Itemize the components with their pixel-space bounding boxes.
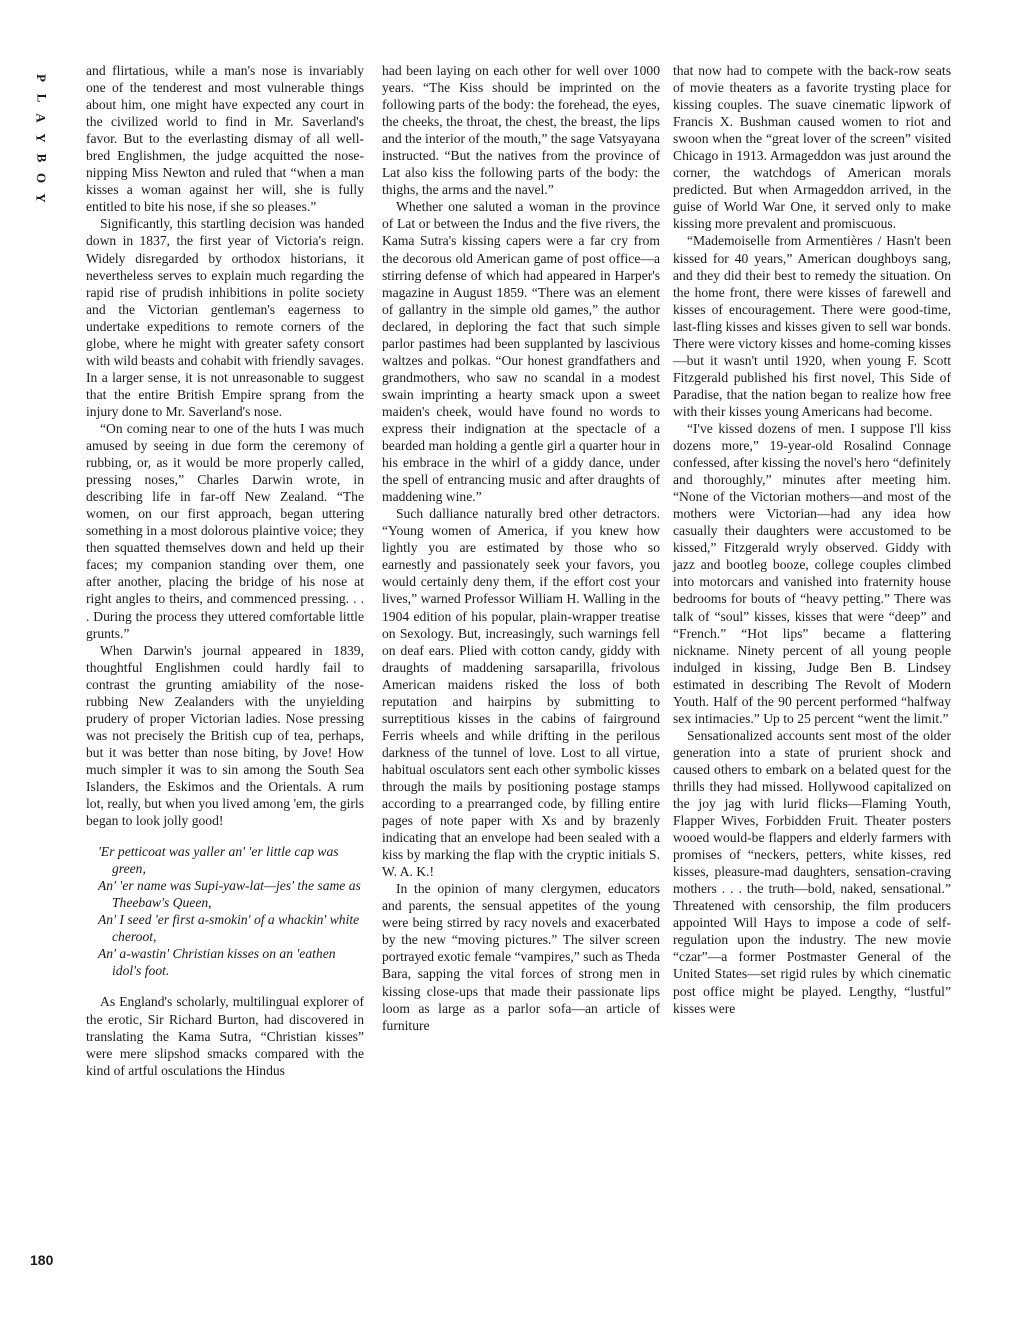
- running-head-letter: L: [33, 93, 49, 103]
- column-2: [382, 62, 660, 1034]
- column-3: [673, 62, 951, 1017]
- paragraph: Such dalliance naturally bred other detractors. “Young women of America, if you knew how lightly you are estimated by those who so earnestly and passionately seek your favors, you would certainly deny them, if the effort cost your lives,” warned Professor William H. Walling in the 1904 edition of his popular, plain-wrapper treatise on Sexology. But, increasingly, such warnings fell on deaf ears. Plied with cotton candy, giddy with draughts of maddening sarsaparilla, frivolous American maidens risked the loss of both reputation and hairpins by submitting to surreptitious kisses in the cabins of fairground Ferris wheels and while drifting in the perilous darkness of the tunnel of love. Lost to all virtue, habitual osculators sent each other symbolic kisses through the mails by positioning postage stamps according to a prearranged code, by filling entire pages of note paper with Xs and by brazenly indicating that an envelope had been sealed with a kiss by marking the flap with the cryptic initials S. W. A. K.!: [382, 506, 660, 880]
- paragraph: As England's scholarly, multilingual explorer of the erotic, Sir Richard Burton, had discovered in translating the Kama Sutra, “Christian kisses” were mere slipshod smacks compared with the kind of artful osculations the Hindus: [86, 994, 364, 1078]
- running-head-letter: P: [33, 74, 49, 82]
- running-head-letter: A: [33, 113, 49, 123]
- running-head-letter: Y: [33, 133, 49, 143]
- paragraph: In the opinion of many clergymen, educators and parents, the sensual appetites of the young were being stirred by racy novels and exacerbated by the new “moving pictures.” The silver screen portrayed exotic female “vampires,” such as Theda Bara, sapping the vital forces of strong men in kissing close-ups that made their passionate lips loom as large as a parlor sofa—an article of furniture: [382, 881, 660, 1033]
- column-1: [86, 62, 364, 1079]
- poem-line: 'Er petticoat was yaller an' 'er little cap was green,: [98, 844, 339, 877]
- running-head-letter: Y: [33, 193, 49, 203]
- page-number: 180: [30, 1252, 54, 1268]
- paragraph: “On coming near to one of the huts I was much amused by seeing in due form the ceremony of rubbing, or, as it would be more properly called, pressing noses,” Charles Darwin wrote, in describing life in far-off New Zealand. “The women, on our first approach, began uttering something in a most dolorous plaintive voice; they then squatted themselves down and held up their faces; my companion standing over them, one after another, placing the bridge of his nose at right angles to theirs, and commenced pressing. . . . During the process they uttered comfortable little grunts.”: [86, 420, 364, 641]
- poem-line: An' I seed 'er first a-smokin' of a whackin' white cheroot,: [98, 912, 360, 945]
- paragraph: Significantly, this startling decision was handed down in 1837, the first year of Victoria's reign. Widely disregarded by orthodox historians, it nevertheless serves to explain much regarding the rapid rise of prudish inhibitions in polite society and the Victorian gentleman's eagerness to undertake expeditions to remote corners of the globe, where he might with greater safety consort with wild beasts and cohabit with friendly savages. In a larger sense, it is not unreasonable to suggest that the entire British Empire sprang from the injury done to Mr. Saverland's nose.: [86, 216, 364, 419]
- paragraph: Sensationalized accounts sent most of the older generation into a state of prurient shock and caused others to embark on a belated quest for the thrills they had missed. Hollywood capitalized on the joy jag with lurid flicks—Flaming Youth, Flapper Wives, Forbidden Fruit. Theater posters wooed would-be flappers and elderly farmers with promises of “neckers, petters, white kisses, red kisses, pleasure-mad daughters, sensation-craving mothers . . . the truth—bold, naked, sensational.” Threatened with censorship, the film producers appointed Will Hays to impose a code of self-regulation upon the industry. The new movie “czar”—a former Postmaster General of the United States—set rigid rules by which cinematic post office might be played. Lengthy, “lustful” kisses were: [673, 727, 951, 1016]
- paragraph: “I've kissed dozens of men. I suppose I'll kiss dozens more,” 19-year-old Rosalind Connage confessed, after kissing the novel's hero “definitely and thoroughly,” minutes after meeting him. “None of the Victorian mothers—and most of the mothers were Victorian—had any idea how casually their daughters were accustomed to be kissed,” Fitzgerald wryly observed. Giddy with jazz and bootleg booze, college couples climbed into motorcars and vanished into fraternity house bedrooms for bouts of “heavy petting.” There was talk of “soul” kisses, kisses that were “deep” and “French.” “Hot lips” became a flattering nickname. Ninety percent of all young people indulged in kissing, Judge Ben B. Lindsey estimated in describing The Revolt of Modern Youth. Half of the 90 percent performed “halfway sex intimacies.” Up to 25 percent “went the limit.”: [673, 420, 951, 726]
- poem-line: An' 'er name was Supi-yaw-lat—jes' the same as Theebaw's Queen,: [98, 878, 361, 911]
- running-head: [30, 68, 52, 208]
- paragraph: that now had to compete with the back-row seats of movie theaters as a favorite trysting place for kissing couples. The suave cinematic lipwork of Francis X. Bushman caused women to riot and swoon when the “great lover of the screen” visited Chicago in 1913. Armageddon was just around the corner, the watchdogs of American morals predicted. But when Armageddon arrived, in the guise of World War One, it served only to make kissing more prevalent and promiscuous.: [673, 63, 951, 232]
- poem-line: An' a-wastin' Christian kisses on an 'eathen idol's foot.: [98, 946, 336, 979]
- paragraph: When Darwin's journal appeared in 1839, thoughtful Englishmen could hardly fail to contrast the grunting amiability of the nose-rubbing New Zealanders with the unyielding prudery of proper Victorian ladies. Nose pressing was not precisely the British cup of tea, perhaps, but it was better than nose biting, by Jove! How much simpler it was to sin among the South Sea Islanders, the Eskimos and the Orientals. A rum lot, really, but when you lived among 'em, the girls began to look jolly good!: [86, 642, 364, 829]
- poem-quote: [98, 843, 364, 979]
- paragraph: “Mademoiselle from Armentières / Hasn't been kissed for 40 years,” American doughboys sang, and they did their best to remedy the situation. On the home front, there were kisses of farewell and kisses of encouragement. There were good-time, last-fling kisses and kisses given to sell war bonds. There were victory kisses and home-coming kisses—but it wasn't until 1920, when young F. Scott Fitzgerald published his first novel, This Side of Paradise, that the nation began to realize how free with their kisses young Americans had become.: [673, 233, 951, 419]
- paragraph: had been laying on each other for well over 1000 years. “The Kiss should be imprinted on the following parts of the body: the forehead, the eyes, the cheeks, the throat, the chest, the breast, the lips and the interior of the mouth,” the sage Vatsyayana instructed. “But the natives from the province of Lat also kiss the following parts of the body: the thighs, the arms and the navel.”: [382, 63, 660, 198]
- paragraph: and flirtatious, while a man's nose is invariably one of the tenderest and most vulnerable things about him, one might have expected any court in the civilized world to find in Mr. Saverland's favor. But to the everlasting dismay of all well-bred Englishmen, the judge acquitted the nose-nipping Miss Newton and ruled that “when a man kisses a woman against her will, she is fully entitled to bite his nose, if she so pleases.”: [86, 63, 364, 215]
- paragraph: Whether one saluted a woman in the province of Lat or between the Indus and the five rivers, the Kama Sutra's kissing capers were a far cry from the decorous old American game of post office—a stirring defense of which had appeared in Harper's magazine in August 1859. “There was an element of gallantry in the simple old games,” the author declared, in deploring the fact that such simple parlor pastimes had been supplanted by lascivious waltzes and polkas. “Our honest grandfathers and grandmothers, who saw no scandal in a modest swain imprinting a hearty smack upon a sweet maiden's cheek, would have found no words to express their indignation at the spectacle of a bearded man holding a gentle girl a quarter hour in his embrace in the whirl of a giddy dance, under the spell of entrancing music and after draughts of maddening wine.”: [382, 199, 660, 505]
- running-head-letter: B: [33, 153, 49, 163]
- running-head-letter: O: [34, 172, 49, 184]
